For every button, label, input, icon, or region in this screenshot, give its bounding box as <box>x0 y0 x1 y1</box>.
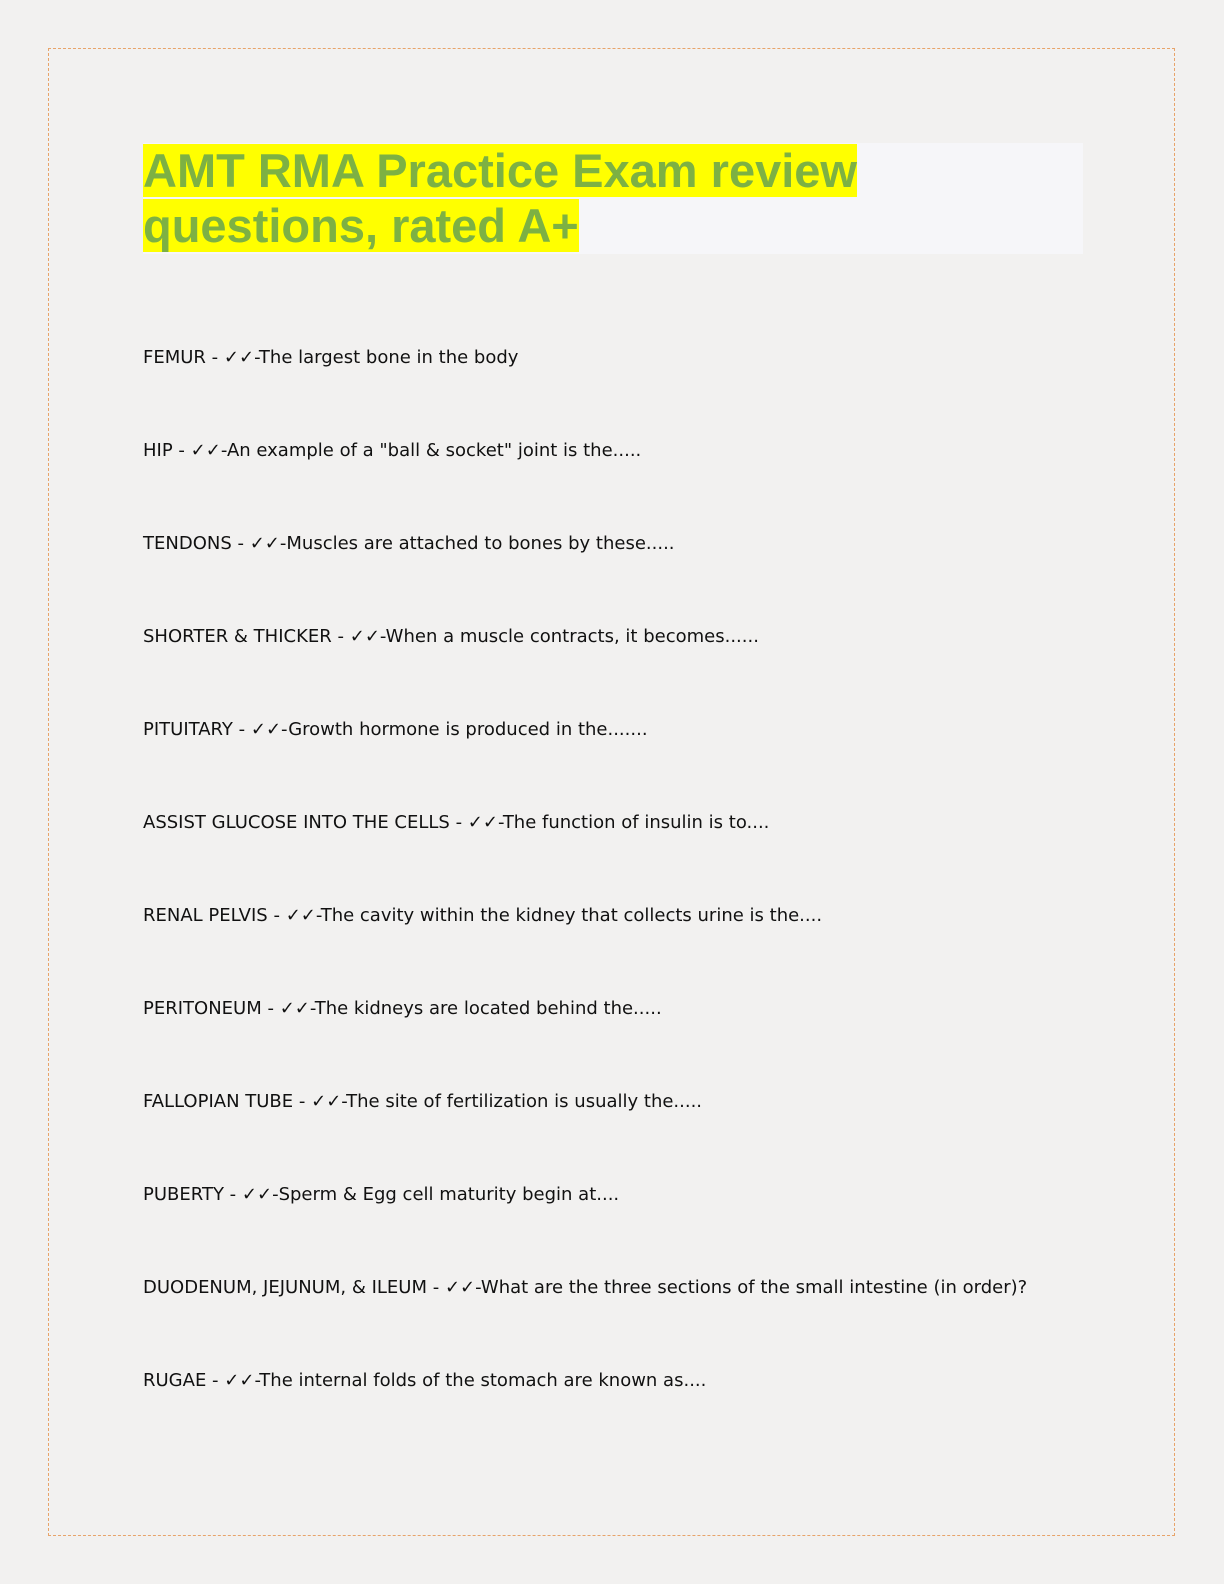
title-block <box>143 143 1083 254</box>
separator: - <box>331 626 350 647</box>
answer-prefix: - <box>475 1277 481 1298</box>
double-check-icon: ✓✓ <box>224 1370 255 1391</box>
separator: - <box>427 1277 445 1298</box>
definition: An example of a "ball & socket" joint is the..... <box>226 440 642 461</box>
double-check-icon: ✓✓ <box>223 347 255 368</box>
flashcard-item <box>143 997 1103 1090</box>
answer-prefix: - <box>497 812 503 833</box>
separator: - <box>293 1091 312 1112</box>
answer-prefix: - <box>254 347 259 368</box>
definition: Muscles are attached to bones by these..... <box>286 533 675 554</box>
flashcard-item <box>143 625 1103 718</box>
term: PERITONEUM <box>143 998 262 1019</box>
flashcard-item <box>143 1369 1103 1462</box>
definition: What are the three sections of the small intestine (in order)? <box>480 1277 1028 1298</box>
double-check-icon: ✓✓ <box>249 533 280 554</box>
term: HIP <box>143 440 173 461</box>
definition: The cavity within the kidney that collects urine is the.... <box>320 905 823 926</box>
definition: The site of fertilization is usually the..... <box>346 1091 703 1112</box>
double-check-icon: ✓✓ <box>467 812 498 833</box>
flashcard-item <box>143 811 1103 904</box>
term: TENDONS <box>143 533 232 554</box>
term: FALLOPIAN TUBE <box>143 1091 294 1112</box>
answer-prefix: - <box>254 1370 260 1391</box>
separator: - <box>206 1370 225 1391</box>
double-check-icon: ✓✓ <box>279 998 310 1019</box>
answer-prefix: - <box>220 440 227 461</box>
double-check-icon: ✓✓ <box>250 719 282 740</box>
flashcard-item <box>143 718 1103 811</box>
separator: - <box>231 533 250 554</box>
double-check-icon: ✓✓ <box>285 905 316 926</box>
flashcard-item <box>143 1183 1103 1276</box>
separator: - <box>223 1184 242 1205</box>
definition: The function of insulin is to.... <box>502 812 770 833</box>
definition: Sperm & Egg cell maturity begin at.... <box>278 1184 620 1205</box>
flashcard-item <box>143 904 1103 997</box>
double-check-icon: ✓✓ <box>241 1184 273 1205</box>
answer-prefix: - <box>281 719 289 740</box>
document-title <box>143 143 1083 253</box>
term: RUGAE <box>143 1370 207 1391</box>
answer-prefix: - <box>379 626 386 647</box>
term: FEMUR <box>143 347 206 368</box>
definition: The largest bone in the body <box>258 347 519 368</box>
flashcard-item <box>143 1090 1103 1183</box>
term: PUBERTY <box>143 1184 224 1205</box>
answer-prefix: - <box>309 998 315 1019</box>
answer-prefix: - <box>272 1184 279 1205</box>
separator: - <box>261 998 280 1019</box>
separator: - <box>172 440 191 461</box>
double-check-icon: ✓✓ <box>444 1277 476 1298</box>
title-line-2: questions, rated A+ <box>143 199 579 252</box>
flashcard-item <box>143 1276 1103 1369</box>
double-check-icon: ✓✓ <box>349 626 380 647</box>
separator: - <box>267 905 286 926</box>
answer-prefix: - <box>279 533 287 554</box>
flashcard-item <box>143 532 1103 625</box>
title-line-1: AMT RMA Practice Exam review <box>143 144 857 197</box>
separator: - <box>232 719 251 740</box>
separator: - <box>449 812 468 833</box>
term: PITUITARY <box>143 719 233 740</box>
double-check-icon: ✓✓ <box>190 440 221 461</box>
separator: - <box>205 347 224 368</box>
definition: The internal folds of the stomach are known as.... <box>259 1370 707 1391</box>
definition: The kidneys are located behind the..... <box>314 998 662 1019</box>
flashcard-item <box>143 346 1103 439</box>
definition: Growth hormone is produced in the....... <box>288 719 648 740</box>
term: SHORTER & THICKER <box>143 626 332 647</box>
term: DUODENUM, JEJUNUM, & ILEUM <box>143 1277 428 1298</box>
flashcard-item <box>143 439 1103 532</box>
term: ASSIST GLUCOSE INTO THE CELLS <box>143 812 450 833</box>
term: RENAL PELVIS <box>143 905 268 926</box>
flashcard-list <box>143 346 1103 1462</box>
double-check-icon: ✓✓ <box>311 1091 342 1112</box>
answer-prefix: - <box>315 905 321 926</box>
definition: When a muscle contracts, it becomes...... <box>385 626 759 647</box>
answer-prefix: - <box>341 1091 347 1112</box>
